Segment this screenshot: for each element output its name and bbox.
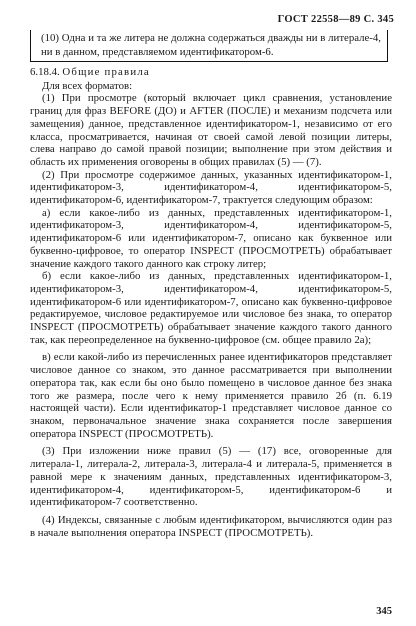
- section-title: Общие правила: [62, 66, 150, 78]
- paragraph-rule-2: (2) При просмотре содержимое данных, указанных идентификатором-1, идентификатором-3, идентификатором-4, идентификатором-5, идентификатором-6, идентификатором-7, трактуется следующим образом:: [30, 168, 392, 207]
- paragraph-rule-3: (3) При изложении ниже правил (5) — (17) все, оговоренные для литерала-1, литерала-2, литерала-3, литерала-4 и литерала-5, применяется в равной мере к значениям данных, представленных идентификатором-3, идентификатором-4, идентификатором-5, идентификатором-6 и идентификатором-7 соответственно.: [30, 445, 392, 509]
- section-heading: [30, 66, 392, 79]
- paragraph-rule-4: (4) Индексы, связанные с любым идентификатором, вычисляются один раз в начале выполнения оператора INSPECT (ПРОСМОТРЕТЬ).: [30, 513, 392, 539]
- paragraph-rule-2b: б) если какое-либо из данных, представленных идентификатором-1, идентификатором-3, идентификатором-4, идентификатором-5, идентификатором-6 или идентификатором-7, описано как буквенно-цифровое редактируемое, числовое редактируемое или числовое без знака, то оператор INSPECT (ПРОСМОТРЕТЬ) обрабатывает значение каждого такого данного так, как переопределенное на буквенно-цифровое (см. общее правило 2а);: [30, 270, 392, 346]
- page-header: ГОСТ 22558—89 С. 345: [277, 14, 394, 25]
- paragraph-rule-2a: а) если какое-либо из данных, представленных идентификатором-1, идентификатором-3, идентификатором-4, идентификатором-5, идентификатором-6 или идентификатором-7, описано как буквенное или буквенно-цифровое, то оператор INSPECT (ПРОСМОТРЕТЬ) обрабатывает значение каждого такого данного как строку литер;: [30, 206, 392, 270]
- boxed-note: (10) Одна и та же литера не должна содержаться дважды ни в литерале-4, ни в данном, представляемом идентификатором-6.: [30, 30, 388, 62]
- page-number: 345: [376, 606, 392, 617]
- paragraph-intro: Для всех форматов:: [42, 79, 133, 92]
- document-body: [30, 66, 392, 539]
- paragraph-rule-1: (1) При просмотре (который включает цикл сравнения, установление границ для фраз BEFORE (ДО) и AFTER (ПОСЛЕ) и механизм подсчета или замещения) данное, представленное идентификатором-1, независимо от его класса, просматривается, начиная от своей самой левой позиции литеры, слева направо до самой правой позиции; выполнение при этом действия и область их применения оговорены в общих правилах (5) — (7).: [30, 92, 392, 168]
- section-number: 6.18.4.: [30, 66, 60, 78]
- paragraph-rule-2v: в) если какой-либо из перечисленных ранее идентификаторов представляет числовое данное со знаком, это данное рассматривается при выполнении оператора так, как если бы оно было помещено в числовое данное без знака того же размера, после чего к нему применяется правило 2б (п. 6.19 настоящей части). Если идентификатор-1 представляет числовое данное со знаком, первоначальное значение знака сохраняется после завершения оператора INSPECT (ПРОСМОТРЕТЬ).: [30, 351, 392, 440]
